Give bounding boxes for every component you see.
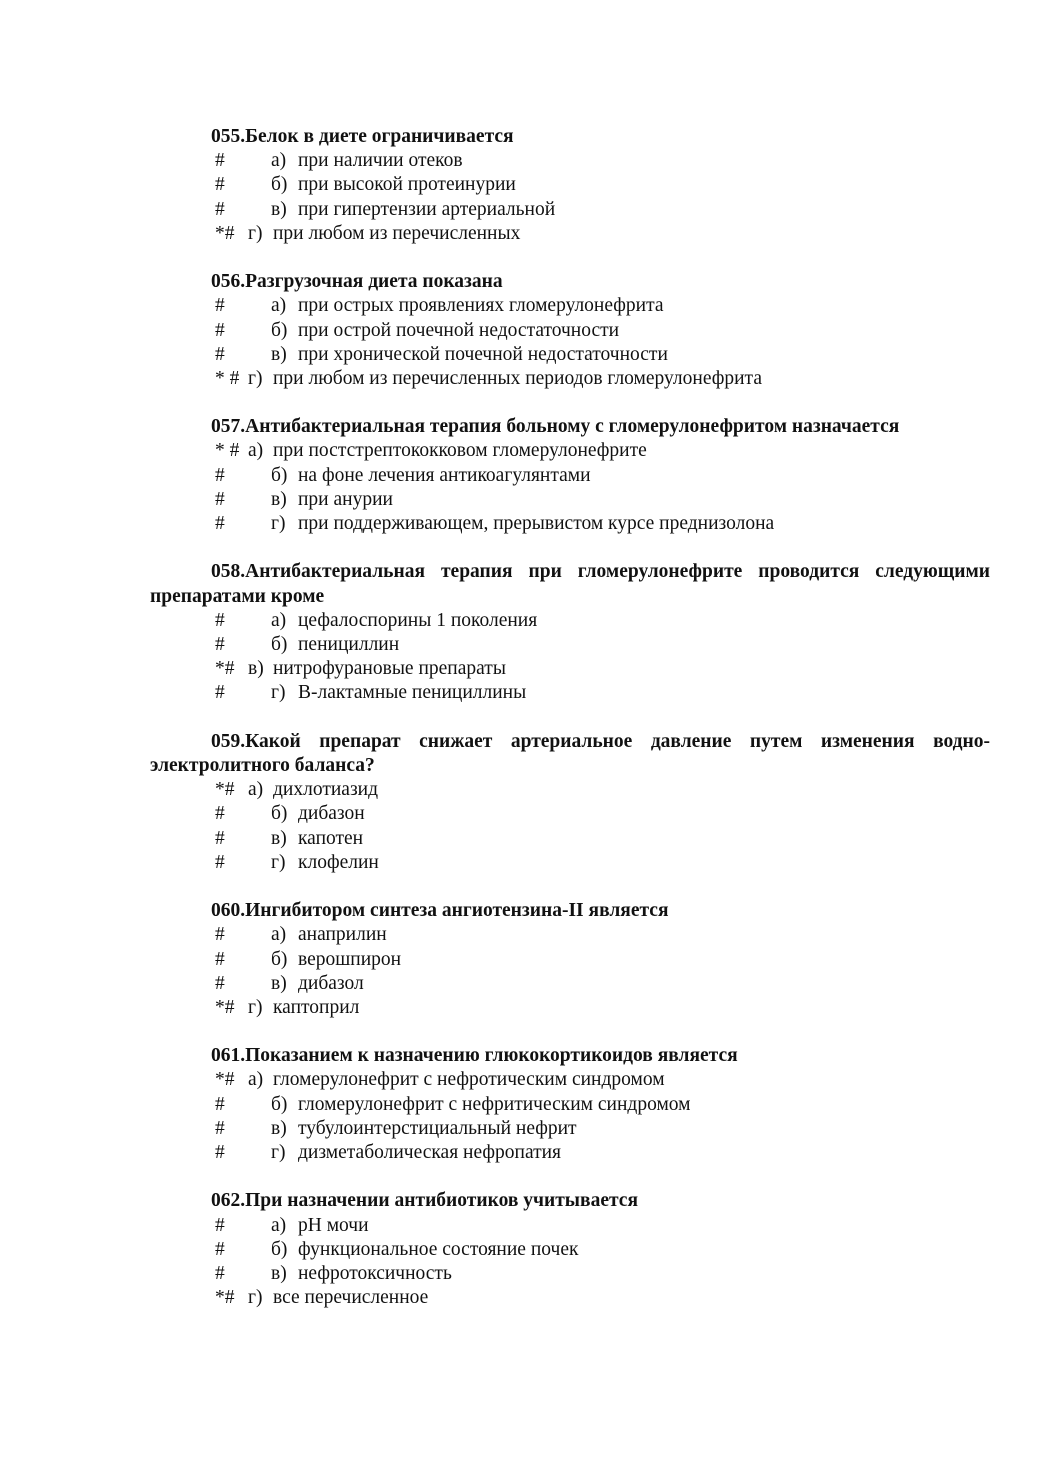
answer-letter: г) [271,682,286,704]
answer-marker: # [215,924,225,946]
answer-text: цефалоспорины 1 поколения [298,609,538,631]
answer-letter: а) [248,779,264,801]
answer-text: гломерулонефрит с нефритическим синдромом [298,1093,691,1115]
answer-text: при гипертензии артериальной [298,198,556,220]
answer-option [0,343,1039,367]
question-number: 058. [211,561,246,583]
answer-letter: в) [271,972,287,994]
answer-letter: г) [271,851,286,873]
question-number: 059. [211,730,246,752]
answer-text: капотен [298,827,364,849]
answer-text: каптоприл [273,996,360,1018]
answer-text: нефротоксичность [298,1262,452,1284]
answer-option [0,948,1039,972]
question-block [0,730,1039,875]
answer-letter: в) [271,488,287,510]
question-block [0,270,1039,391]
answer-option [0,173,1039,197]
question-title [0,899,1039,923]
answer-text: при поддерживающем, прерывистом курсе преднизолона [298,513,775,535]
question-title [0,730,1039,778]
answer-marker: # [215,972,225,994]
answer-text: при хронической почечной недостаточности [298,343,668,365]
answer-option [0,1214,1039,1238]
answer-marker: # [215,1093,225,1115]
answer-marker: # [215,198,225,220]
answer-text: нитрофурановые препараты [273,658,506,680]
answer-marker: # [215,513,225,535]
answer-marker: *# [215,658,235,680]
question-text: Показанием к назначению глюкокортикоидов является [245,1045,738,1067]
question-title [0,415,1039,439]
answer-text: верошпирон [298,948,402,970]
answer-letter: а) [271,295,287,317]
answer-text: при острых проявлениях гломерулонефрита [298,295,664,317]
answer-text: при любом из перечисленных [273,222,521,244]
question-title [0,1044,1039,1068]
answer-option [0,802,1039,826]
answer-option [0,294,1039,318]
answer-letter: г) [271,1142,286,1164]
answer-letter: а) [271,150,287,172]
answer-option [0,1093,1039,1117]
answer-marker: *# [215,222,235,244]
answer-option-correct [0,1068,1039,1092]
answer-letter: б) [271,634,288,656]
answer-text: гломерулонефрит с нефротическим синдромом [273,1069,665,1091]
answer-option [0,464,1039,488]
answer-text: при любом из перечисленных периодов гломерулонефрита [273,367,762,389]
answer-marker: # [215,827,225,849]
answer-option [0,972,1039,996]
answer-option-correct [0,1286,1039,1310]
answer-text: дибазон [298,803,365,825]
answer-text: функциональное состояние почек [298,1238,579,1260]
answer-option [0,633,1039,657]
question-number: 060. [211,900,246,922]
answer-marker: # [215,150,225,172]
question-text: Ингибитором синтеза ангиотензина-II является [245,900,669,922]
question-block [0,560,1039,705]
answer-letter: в) [271,198,287,220]
answer-option [0,609,1039,633]
question-text: При назначении антибиотиков учитывается [245,1190,638,1212]
answer-text: дихлотиазид [273,779,379,801]
question-block [0,125,1039,246]
answer-option [0,512,1039,536]
answer-marker: # [215,609,225,631]
answer-option [0,319,1039,343]
answer-marker: # [215,295,225,317]
answer-marker: # [215,803,225,825]
answer-text: при высокой протеинурии [298,174,516,196]
answer-text: при наличии отеков [298,150,463,172]
answer-marker: # [215,682,225,704]
answer-marker: # [215,1142,225,1164]
answer-marker: *# [215,996,235,1018]
answer-marker: # [215,1238,225,1260]
answer-text: при анурии [298,488,393,510]
answer-letter: г) [248,222,263,244]
answer-text: анаприлин [298,924,387,946]
question-number: 061. [211,1045,246,1067]
answer-marker: # [215,634,225,656]
answer-text: B-лактамные пенициллины [298,682,527,704]
answer-letter: б) [271,174,288,196]
question-block [0,899,1039,1020]
answer-option [0,923,1039,947]
answer-option-correct [0,778,1039,802]
answer-option [0,681,1039,705]
answer-letter: в) [271,1117,287,1139]
answer-letter: в) [271,1262,287,1284]
answer-option [0,488,1039,512]
answer-letter: а) [271,1214,287,1236]
answer-marker: # [215,1117,225,1139]
answer-text: клофелин [298,851,379,873]
question-block [0,1044,1039,1165]
answer-letter: в) [248,658,264,680]
answer-option [0,198,1039,222]
answer-option-correct [0,996,1039,1020]
answer-text: тубулоинтерстициальный нефрит [298,1117,577,1139]
question-title [0,270,1039,294]
answer-option-correct [0,657,1039,681]
answer-option [0,1238,1039,1262]
answer-marker: # [215,488,225,510]
answer-option [0,1141,1039,1165]
question-text: Разгрузочная диета показана [245,271,503,293]
question-number: 057. [211,416,246,438]
answer-letter: б) [271,319,288,341]
question-block [0,1189,1039,1310]
answer-marker: # [215,319,225,341]
answer-text: на фоне лечения антикоагулянтами [298,464,591,486]
question-text: Какой препарат снижает артериальное давление путем изменения водно-электролитного баланса? [150,730,990,776]
answer-option [0,149,1039,173]
answer-marker: # [215,343,225,365]
answer-marker: # [215,851,225,873]
answer-text: pH мочи [298,1214,369,1236]
question-number: 062. [211,1190,246,1212]
answer-letter: б) [271,948,288,970]
answer-letter: б) [271,1093,288,1115]
answer-option [0,1262,1039,1286]
answer-letter: а) [271,609,287,631]
question-title [0,560,1039,608]
answer-option-correct [0,367,1039,391]
answer-letter: г) [248,367,263,389]
answer-letter: б) [271,803,288,825]
answer-option-correct [0,439,1039,463]
answer-letter: а) [248,440,264,462]
answer-letter: б) [271,464,288,486]
question-title [0,125,1039,149]
question-number: 056. [211,271,246,293]
answer-letter: б) [271,1238,288,1260]
answer-letter: г) [248,1287,263,1309]
answer-marker: # [215,174,225,196]
answer-text: при постстрептококковом гломерулонефрите [273,440,647,462]
question-text: Белок в диете ограничивается [245,126,514,147]
answer-letter: а) [271,924,287,946]
question-number: 055. [211,126,246,147]
answer-marker: # [215,948,225,970]
answer-marker: *# [215,1069,235,1091]
answer-letter: г) [271,513,286,535]
answer-letter: г) [248,996,263,1018]
answer-option [0,827,1039,851]
answer-marker: * # [215,440,240,462]
answer-letter: а) [248,1069,264,1091]
answer-marker: # [215,464,225,486]
question-text: Антибактериальная терапия больному с гломерулонефритом назначается [245,416,900,438]
answer-marker: # [215,1214,225,1236]
answer-letter: в) [271,827,287,849]
document-page [0,125,1039,1335]
answer-text: дизметаболическая нефропатия [298,1142,562,1164]
answer-marker: * # [215,367,240,389]
answer-text: все перечисленное [273,1287,429,1309]
question-text: Антибактериальная терапия при гломерулонефрите проводится следующими препаратами кроме [150,561,990,607]
question-block [0,415,1039,536]
answer-marker: *# [215,1287,235,1309]
answer-option [0,1117,1039,1141]
question-title [0,1189,1039,1213]
answer-text: при острой почечной недостаточности [298,319,620,341]
answer-text: дибазол [298,972,364,994]
answer-option [0,851,1039,875]
answer-marker: *# [215,779,235,801]
answer-option-correct [0,222,1039,246]
answer-marker: # [215,1262,225,1284]
answer-letter: в) [271,343,287,365]
answer-text: пенициллин [298,634,400,656]
